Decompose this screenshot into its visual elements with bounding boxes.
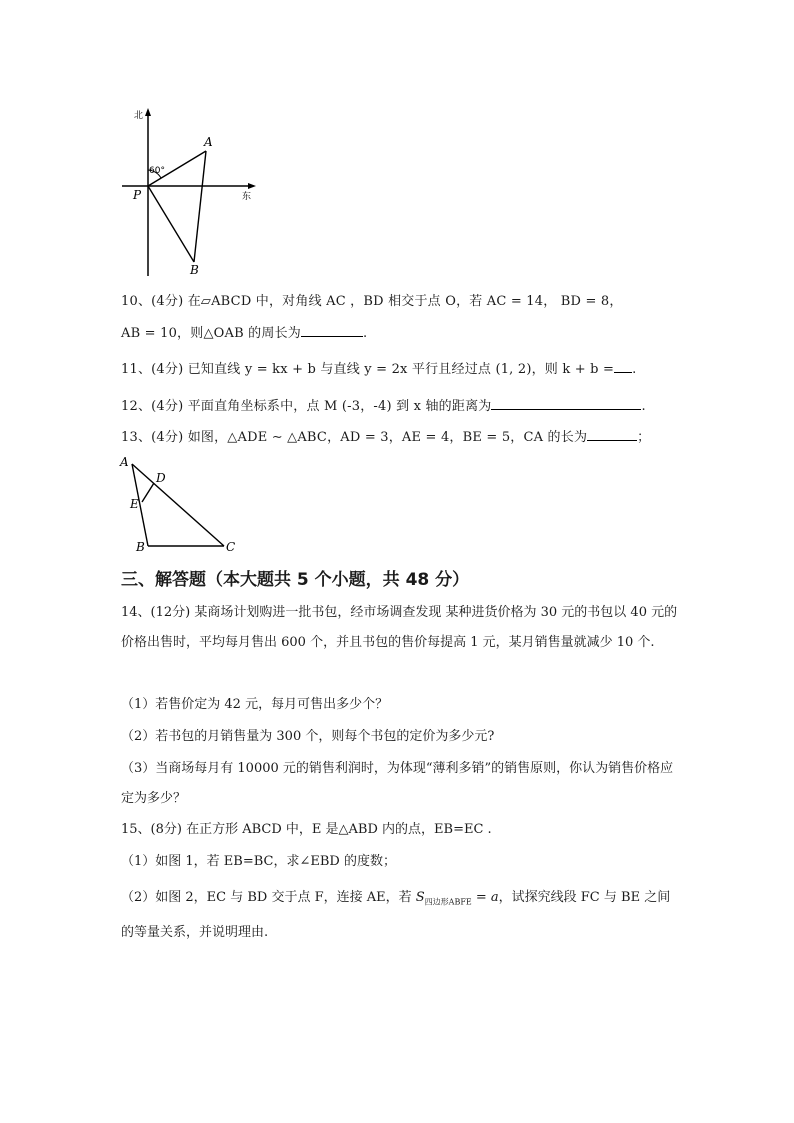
question-10-line2 bbox=[121, 322, 367, 341]
angle-label: 60° bbox=[149, 166, 165, 176]
question-11-text: 11、(4分) 已知直线 y = kx + b 与直线 y = 2x 平行且经过点 (1, 2)，则 k + b = bbox=[121, 362, 615, 377]
segment-ab bbox=[194, 151, 206, 262]
question-15-stem: 15、(8分) 在正方形 ABCD 中，E 是△ABD 内的点，EB=EC . bbox=[121, 822, 492, 837]
east-label: 东 bbox=[242, 192, 252, 202]
question-12 bbox=[121, 395, 646, 414]
section-heading: 三、解答题（本大题共 5 个小题，共 48 分） bbox=[121, 570, 470, 590]
area-subscript: 四边形ABFE bbox=[424, 897, 472, 907]
north-label: 北 bbox=[134, 111, 144, 121]
question-10-text: AB = 10，则△OAB 的周长为 bbox=[121, 326, 301, 341]
answer-blank-10 bbox=[301, 324, 363, 337]
point-a-label: A bbox=[120, 455, 129, 469]
point-e-label: E bbox=[130, 497, 139, 511]
answer-blank-11 bbox=[614, 360, 632, 373]
triangle-figure bbox=[116, 454, 244, 554]
segment-ed bbox=[142, 483, 154, 502]
question-15-part1: （1）如图 1，若 EB=BC，求∠EBD 的度数； bbox=[121, 854, 396, 869]
question-13-text: 13、(4分) 如图，△ADE ∼ △ABC，AD = 3，AE = 4，BE = 5，CA 的长为 bbox=[121, 430, 588, 445]
answer-blank-12 bbox=[491, 397, 641, 410]
question-15-part2-text: （2）如图 2，EC 与 BD 交于点 F，连接 AE，若 bbox=[121, 890, 416, 905]
question-14-part3: （3）当商场每月有 10000 元的销售利润时，为体现“薄利多销”的销售原则，你认为销售价格应定为多少？ bbox=[121, 761, 674, 806]
point-c-label: C bbox=[226, 540, 236, 554]
question-11-end: . bbox=[632, 362, 637, 377]
question-12-text: 12、(4分) 平面直角坐标系中，点 M (-3，-4) 到 x 轴的距离为 bbox=[121, 399, 492, 414]
question-14-part2: （2）若书包的月销售量为 300 个，则每个书包的定价为多少元? bbox=[121, 729, 495, 744]
question-11 bbox=[121, 358, 636, 377]
bearing-figure bbox=[118, 104, 258, 280]
segment-pb bbox=[148, 186, 194, 262]
question-12-end: . bbox=[641, 399, 646, 414]
arrow-north bbox=[145, 108, 151, 116]
point-a-label: A bbox=[204, 135, 213, 149]
question-10-end: . bbox=[362, 326, 368, 341]
question-14-part1: （1）若售价定为 42 元，每月可售出多少个？ bbox=[121, 697, 389, 712]
question-13 bbox=[121, 426, 650, 445]
area-equals: = a bbox=[471, 890, 499, 905]
arrow-east bbox=[248, 183, 256, 189]
point-d-label: D bbox=[156, 471, 166, 485]
question-15-part2-end: ，试探究线段 FC 与 BE 之间的等量关系，并说明理由. bbox=[121, 890, 671, 940]
point-b-label: B bbox=[136, 540, 145, 554]
area-symbol: S bbox=[415, 890, 425, 905]
question-13-end: ； bbox=[637, 430, 651, 445]
point-b-label: B bbox=[190, 263, 199, 277]
question-15-part2 bbox=[121, 883, 681, 948]
point-p-label: P bbox=[133, 188, 142, 202]
question-14-stem: 14、(12分) 某商场计划购进一批书包，经市场调查发现 某种进货价格为 30 元的书包以 40 元的价格出售时，平均每月售出 600 个，并且书包的售价每提高 1 元，某月销售量就减少 10 个. bbox=[121, 605, 678, 650]
question-10-line1: 10、(4分) 在▱ABCD 中，对角线 AC ，BD 相交于点 O，若 AC = 14， BD = 8， bbox=[121, 294, 623, 309]
answer-blank-13 bbox=[587, 428, 637, 441]
